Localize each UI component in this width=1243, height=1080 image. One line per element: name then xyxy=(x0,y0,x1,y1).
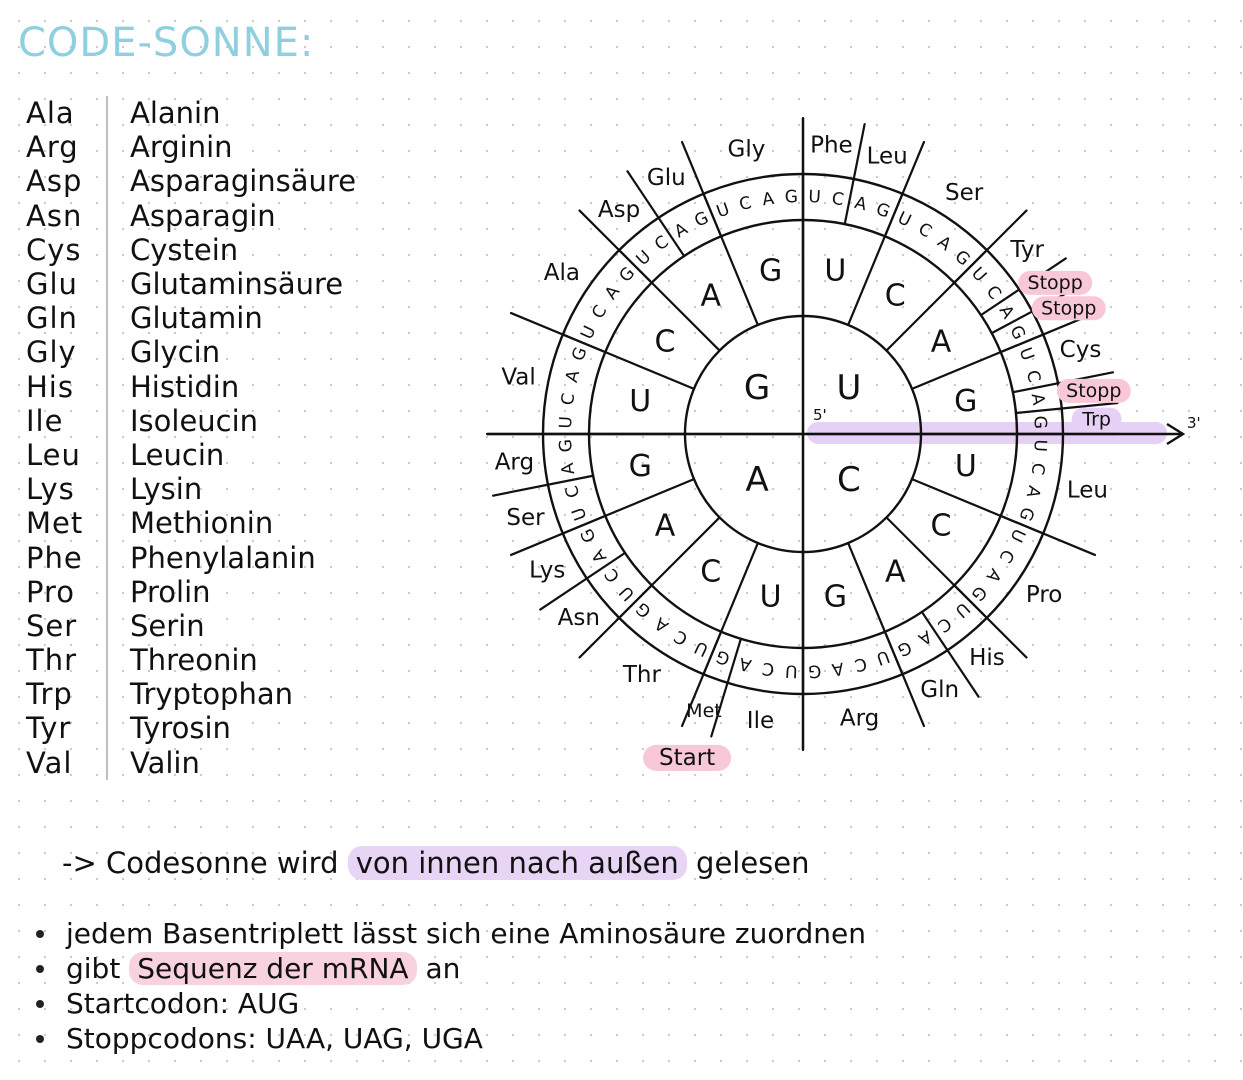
outer-base-label: G xyxy=(1005,322,1030,343)
amino-acid-label: Asp xyxy=(597,196,641,223)
abbreviation-code: Thr xyxy=(26,643,78,678)
outer-base-label: G xyxy=(632,597,656,622)
amino-acid-label: Met xyxy=(686,699,722,722)
amino-acid-label: Arg xyxy=(494,449,535,476)
outer-base-label: C xyxy=(601,564,625,586)
outer-base-label: A xyxy=(737,652,754,676)
abbreviation-name: Methionin xyxy=(130,506,274,541)
outer-base-label: U xyxy=(967,263,991,287)
abbreviation-name: Prolin xyxy=(130,574,211,609)
abbreviation-code: Leu xyxy=(26,437,81,472)
abbreviation-code: Glu xyxy=(26,267,78,302)
middle-base-label: C xyxy=(700,554,722,590)
outer-base-label: C xyxy=(933,612,955,636)
amino-acid-label: Stopp xyxy=(1027,271,1083,294)
outer-base-label: A xyxy=(981,564,1005,586)
reading-direction-note xyxy=(62,846,810,880)
middle-base-label: G xyxy=(758,253,783,289)
abbreviation-name: Asparagin xyxy=(130,198,276,233)
abbreviation-code: Ile xyxy=(26,403,64,438)
abbreviation-name: Tyrosin xyxy=(130,711,231,746)
amino-acid-label: Arg xyxy=(839,705,880,732)
outer-base-label: A xyxy=(1026,392,1049,407)
abbreviation-code: Trp xyxy=(26,677,73,712)
abbreviation-code: Gly xyxy=(26,335,77,370)
abbreviation-code: Asp xyxy=(26,164,83,199)
outer-base-label: A xyxy=(671,219,692,243)
middle-base-label: C xyxy=(930,508,952,544)
outer-base-label: A xyxy=(761,188,776,211)
outer-base-label: C xyxy=(1021,368,1045,385)
abbreviation-name: Histidin xyxy=(130,369,240,404)
abbreviation-code: Lys xyxy=(26,472,75,507)
bullet-item xyxy=(36,1021,866,1056)
amino-acid-label: Ser xyxy=(506,505,545,532)
outer-base-label: C xyxy=(914,219,936,243)
outer-base-label: A xyxy=(933,232,955,256)
outer-base-label: G xyxy=(784,186,799,208)
abbreviation-name: Glutaminsäure xyxy=(130,267,344,302)
bullet-text: jedem Basentriplett lässt sich eine Aminosäure zuordnen xyxy=(66,917,866,950)
outer-base-label: A xyxy=(852,192,869,216)
outer-base-label: G xyxy=(713,645,733,669)
amino-acid-label: Tyr xyxy=(1010,237,1044,264)
abbreviation-code: His xyxy=(26,369,74,404)
abbreviation-name: Leucin xyxy=(130,437,225,472)
three-prime-label: 3' xyxy=(1187,414,1201,432)
abbreviation-name: Tryptophan xyxy=(130,677,293,712)
outer-base-label: G xyxy=(691,207,712,232)
outer-base-label: C xyxy=(760,657,776,680)
amino-acid-label: Glu xyxy=(646,165,686,192)
bullet-list xyxy=(36,916,866,1056)
abbreviation-name: Glycin xyxy=(130,335,221,370)
outer-base-label: G xyxy=(576,525,601,546)
middle-base-label: U xyxy=(954,448,977,484)
outer-base-label: A xyxy=(1021,483,1045,500)
amino-acid-label: Cys xyxy=(1059,336,1102,363)
abbreviation-name: Lysin xyxy=(130,472,203,507)
abbreviation-code: Met xyxy=(26,506,84,541)
outer-base-label: C xyxy=(557,391,580,407)
outer-base-label: C xyxy=(651,232,673,256)
middle-base-label: G xyxy=(823,579,848,615)
outer-base-label: U xyxy=(568,504,592,524)
amino-acid-label: Ser xyxy=(945,179,984,206)
outer-base-label: C xyxy=(994,545,1018,567)
amino-acid-label: Stopp xyxy=(1066,379,1122,402)
bullet-dot-icon xyxy=(36,1035,44,1043)
outer-base-label: C xyxy=(1026,461,1049,477)
outer-base-label: A xyxy=(651,612,673,636)
bullet-text: Startcodon: AUG xyxy=(66,987,300,1020)
abbreviation-name: Glutamin xyxy=(130,301,263,336)
outer-base-label: C xyxy=(561,483,585,500)
outer-base-label: A xyxy=(588,545,612,566)
outer-base-label: U xyxy=(632,246,656,270)
abbreviation-code: Ser xyxy=(26,608,78,643)
outer-base-label: G xyxy=(568,344,592,364)
outer-base-label: A xyxy=(557,461,580,476)
middle-base-label: C xyxy=(654,324,676,360)
outer-base-label: A xyxy=(914,625,935,649)
amino-acid-label: Ile xyxy=(746,707,775,734)
bullet-text-post: an xyxy=(425,952,461,985)
amino-acid-label: Lys xyxy=(529,557,566,584)
amino-acid-label: Trp xyxy=(1082,408,1111,431)
middle-base-label: G xyxy=(954,384,978,420)
abbreviation-name: Isoleucin xyxy=(130,403,259,438)
outer-base-label: G xyxy=(873,199,893,223)
outer-base-label: C xyxy=(852,652,869,676)
abbreviation-name: Alanin xyxy=(130,96,221,131)
abbreviation-name: Phenylalanin xyxy=(130,540,316,575)
bullet-item xyxy=(36,951,866,986)
outer-base-label: U xyxy=(691,636,712,660)
outer-base-label: U xyxy=(713,199,733,223)
outer-base-label: G xyxy=(950,246,974,271)
abbreviation-name: Valin xyxy=(130,745,200,780)
outer-base-label: U xyxy=(950,598,974,622)
middle-base-label: C xyxy=(884,278,906,314)
outer-base-label: U xyxy=(784,660,799,682)
outer-base-label: U xyxy=(555,415,577,430)
five-prime-label: 5' xyxy=(813,406,827,424)
bullet-dot-icon xyxy=(36,930,44,938)
outer-base-label: U xyxy=(1005,525,1029,546)
abbreviation-code: Gln xyxy=(26,301,78,336)
outer-base-label: C xyxy=(737,192,754,216)
inner-base-label: U xyxy=(836,368,862,409)
abbreviation-code: Ala xyxy=(26,96,75,131)
bullet-highlight: Sequenz der mRNA xyxy=(129,952,416,985)
outer-base-label: A xyxy=(561,368,585,385)
abbreviation-name: Cystein xyxy=(130,232,239,267)
middle-base-label: U xyxy=(629,384,652,420)
inner-base-label: G xyxy=(743,368,771,409)
outer-base-label: G xyxy=(807,660,822,682)
page-title: CODE-SONNE: xyxy=(18,20,315,66)
middle-base-label: U xyxy=(759,579,782,615)
amino-acid-label: Gln xyxy=(920,676,960,703)
amino-acid-label: Pro xyxy=(1025,582,1063,609)
abbreviation-name: Threonin xyxy=(130,643,258,678)
middle-base-label: A xyxy=(930,324,952,360)
outer-base-label: U xyxy=(807,186,822,208)
start-label: Start xyxy=(659,744,716,771)
outer-base-label: C xyxy=(981,282,1005,304)
outer-base-label: U xyxy=(873,645,893,669)
abbreviation-code: Asn xyxy=(26,198,83,233)
bullet-item xyxy=(36,986,866,1021)
amino-acid-label: His xyxy=(969,645,1005,672)
amino-acid-label: Stopp xyxy=(1041,297,1097,320)
outer-base-label: U xyxy=(1029,438,1051,453)
amino-acid-label: Thr xyxy=(622,662,661,689)
bullet-dot-icon xyxy=(36,1000,44,1008)
outer-base-label: U xyxy=(577,322,601,343)
abbreviation-name: Asparaginsäure xyxy=(130,164,357,199)
amino-acid-label: Val xyxy=(501,364,536,391)
outer-base-label: C xyxy=(830,188,846,211)
abbreviation-name: Arginin xyxy=(130,130,233,165)
abbreviation-code: Arg xyxy=(26,130,79,165)
outer-base-label: G xyxy=(1029,415,1051,430)
abbreviation-code: Tyr xyxy=(26,711,72,746)
amino-acid-label: Phe xyxy=(810,132,853,159)
note-suffix: gelesen xyxy=(696,846,810,880)
amino-acid-label: Leu xyxy=(866,143,908,170)
bullet-item xyxy=(36,916,866,951)
abbreviation-code: Cys xyxy=(26,232,82,267)
middle-base-label: A xyxy=(884,554,906,590)
bullet-text: Stoppcodons: UAA, UAG, UGA xyxy=(66,1022,483,1055)
amino-acid-label: Gly xyxy=(727,136,766,163)
outer-base-label: A xyxy=(994,302,1018,323)
note-prefix: -> Codesonne wird xyxy=(62,846,339,880)
middle-base-label: U xyxy=(824,253,847,289)
bullet-dot-icon xyxy=(36,965,44,973)
outer-base-label: A xyxy=(830,657,845,680)
amino-acid-label: Ala xyxy=(543,259,580,286)
outer-base-label: C xyxy=(588,301,612,323)
abbreviation-code: Phe xyxy=(26,540,83,575)
amino-acid-label: Asn xyxy=(557,604,600,631)
middle-base-label: G xyxy=(628,448,652,484)
outer-base-label: U xyxy=(615,581,639,605)
abbreviation-name: Serin xyxy=(130,608,205,643)
bullet-text-pre: gibt xyxy=(66,952,121,985)
abbreviation-code: Pro xyxy=(26,574,76,609)
inner-base-label: C xyxy=(837,459,861,500)
outer-base-label: U xyxy=(1014,344,1038,364)
outer-base-label: C xyxy=(670,625,692,649)
inner-base-label: A xyxy=(745,459,769,500)
outer-base-label: G xyxy=(894,636,915,661)
outer-base-label: G xyxy=(966,581,991,605)
middle-base-label: A xyxy=(700,278,722,314)
outer-base-label: G xyxy=(555,438,577,453)
abbreviation-code: Val xyxy=(26,745,73,780)
outer-base-label: G xyxy=(615,263,640,287)
middle-base-label: A xyxy=(654,508,676,544)
outer-base-label: G xyxy=(1014,504,1038,524)
outer-base-label: A xyxy=(601,282,625,304)
outer-base-label: U xyxy=(894,208,915,232)
note-highlight: von innen nach außen xyxy=(348,846,687,880)
amino-acid-label: Leu xyxy=(1066,477,1108,504)
